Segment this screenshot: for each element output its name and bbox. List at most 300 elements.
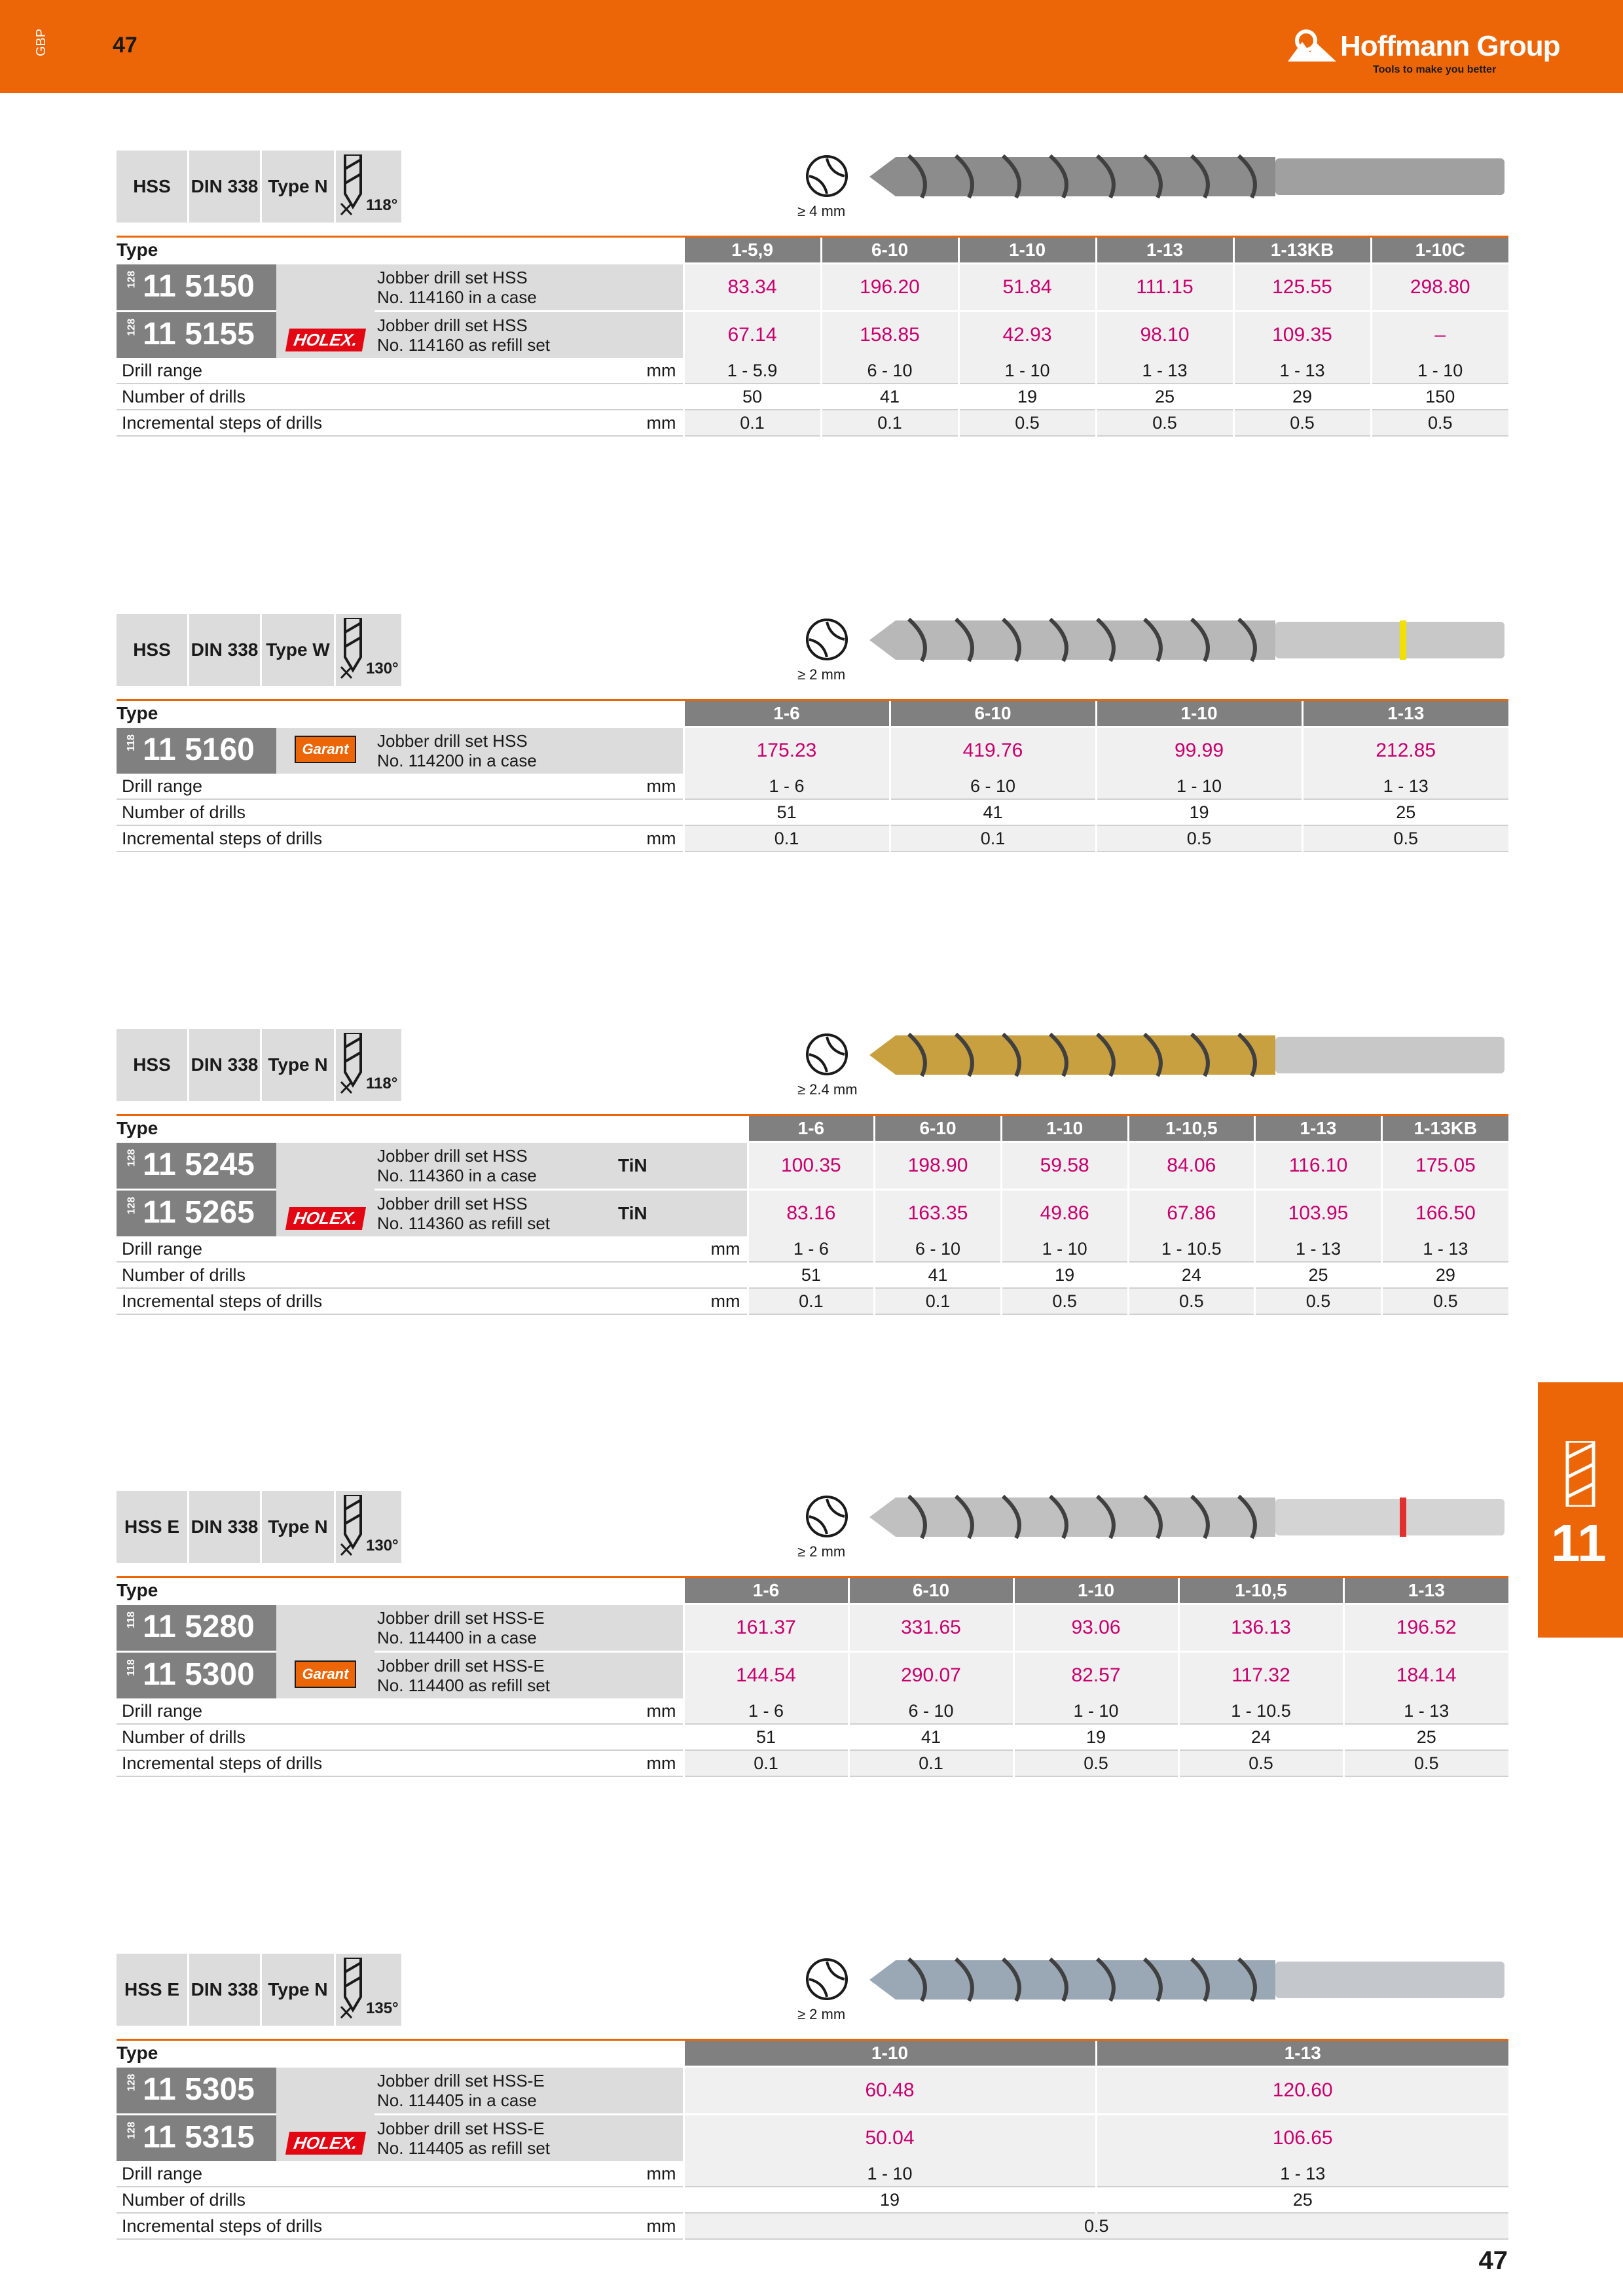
hoffmann-logo [1288, 26, 1563, 79]
cross-section-icon [804, 153, 850, 202]
min-diameter-label: ≥ 2.4 mm [797, 1081, 858, 1098]
spec-value: 0.5 [1001, 1288, 1128, 1314]
spec-value: 25 [1302, 799, 1508, 825]
spec-badges [117, 1954, 401, 2026]
spec-value: 51 [748, 1262, 875, 1288]
point-angle-icon [340, 154, 366, 217]
chapter-number: 11 [1551, 1514, 1607, 1572]
price-cell: 290.07 [848, 1652, 1013, 1699]
article-number-text: 11 5305 [143, 2072, 255, 2107]
article-number[interactable] [117, 1652, 276, 1699]
price-cell: 59.58 [1001, 1142, 1128, 1190]
column-header: 1-6 [748, 1115, 875, 1142]
spec-label: Number of drills [117, 384, 374, 410]
price-cell: 93.06 [1013, 1604, 1178, 1652]
spec-value: 1 - 10 [1096, 774, 1302, 799]
price-cell: 212.85 [1302, 727, 1508, 774]
spec-label: Incremental steps of drills [117, 825, 374, 852]
article-row[interactable] [117, 727, 1508, 774]
brand-logo-cell [276, 1142, 374, 1237]
price-cell: 120.60 [1096, 2067, 1508, 2115]
spec-value: 29 [1233, 384, 1371, 410]
type-header-row [117, 2040, 1508, 2067]
spec-value: 24 [1128, 1262, 1255, 1288]
catalog-page-ref: 128 [126, 1149, 137, 1167]
price-cell: 103.95 [1255, 1190, 1382, 1237]
spec-badge: HSS [117, 614, 187, 686]
cross-section-icon [804, 1031, 850, 1081]
catalog-page-ref: 118 [125, 1611, 137, 1628]
spec-label: Number of drills [117, 799, 374, 825]
article-desc-line2: No. 114160 as refill set [377, 335, 550, 355]
spec-value: 1 - 13 [1255, 1236, 1382, 1262]
spec-value: 0.5 [1343, 1750, 1508, 1776]
spec-badge: HSS E [117, 1954, 187, 2026]
cross-section-icon [804, 1494, 850, 1543]
column-header: 1-13 [1343, 1577, 1508, 1604]
drill-image [869, 1954, 1508, 2009]
column-header: 1-5,9 [684, 237, 821, 264]
article-row[interactable] [117, 1142, 1508, 1190]
spec-row [117, 1262, 1508, 1288]
garant-logo: Garant [295, 736, 357, 763]
drill-image [869, 1491, 1508, 1547]
spec-value: 25 [1255, 1262, 1382, 1288]
spec-value: 0.1 [748, 1288, 875, 1314]
spec-value: 0.5 [1013, 1750, 1178, 1776]
spec-value: 1 - 13 [1096, 358, 1233, 384]
spec-row [117, 358, 1508, 384]
point-angle-label: 118° [366, 196, 398, 214]
spec-unit: mm [374, 1750, 684, 1776]
footer-page-number: 47 [1478, 2246, 1508, 2275]
spec-row [117, 799, 1508, 825]
spec-value: 1 - 10.5 [1128, 1236, 1255, 1262]
point-angle-badge [336, 1954, 401, 2026]
article-number[interactable] [117, 312, 276, 359]
spec-value: 25 [1096, 2187, 1508, 2213]
price-cell: 42.93 [958, 312, 1096, 359]
column-header: 1-10,5 [1128, 1115, 1255, 1142]
column-header: 6-10 [875, 1115, 1002, 1142]
article-description [374, 727, 684, 774]
article-number[interactable] [117, 727, 276, 774]
price-cell: 49.86 [1001, 1190, 1128, 1237]
column-header: 1-6 [684, 1577, 848, 1604]
spec-value: 0.5 [1178, 1750, 1343, 1776]
column-header: 6-10 [821, 237, 958, 264]
spec-badge: DIN 338 [189, 1491, 260, 1563]
price-cell: 116.10 [1255, 1142, 1382, 1190]
spec-label: Number of drills [117, 2187, 374, 2213]
spec-value: 0.5 [1233, 410, 1371, 436]
spec-value: 0.1 [684, 410, 821, 436]
catalog-page-ref: 128 [126, 2073, 137, 2092]
spec-unit [374, 384, 684, 410]
column-header: 1-13 [1096, 237, 1233, 264]
coating-label: TiN [615, 1190, 748, 1237]
spec-unit: mm [374, 1698, 684, 1724]
price-table [117, 1114, 1508, 1315]
column-header: 1-13KB [1233, 237, 1371, 264]
spec-label: Number of drills [117, 1724, 374, 1750]
spec-value: 41 [875, 1262, 1002, 1288]
spec-value: 25 [1343, 1724, 1508, 1750]
column-header: 1-10 [958, 237, 1096, 264]
spec-value: 19 [1001, 1262, 1128, 1288]
price-cell: 50.04 [684, 2115, 1096, 2162]
price-cell: 144.54 [684, 1652, 848, 1699]
catalog-page-ref: 128 [126, 2121, 137, 2140]
article-desc-line2: No. 114400 in a case [377, 1628, 537, 1647]
garant-logo: Garant [295, 1660, 357, 1688]
type-header-row [117, 1115, 1508, 1142]
article-desc-line2: No. 114160 in a case [377, 287, 537, 307]
page-number: 47 [113, 33, 137, 58]
column-header: 1-10,5 [1178, 1577, 1343, 1604]
spec-value: 1 - 13 [1343, 1698, 1508, 1724]
article-description [374, 312, 684, 359]
spec-value: 6 - 10 [875, 1236, 1002, 1262]
article-number[interactable] [117, 264, 276, 312]
spec-value: 1 - 10 [1013, 1698, 1178, 1724]
spec-value: 1 - 13 [1381, 1236, 1508, 1262]
product-section [117, 1029, 1508, 1330]
spec-label: Incremental steps of drills [117, 1750, 374, 1776]
drill-image [869, 151, 1508, 206]
spec-unit: mm [374, 1288, 748, 1314]
spec-value: 150 [1371, 384, 1508, 410]
article-number-text: 11 5245 [143, 1147, 255, 1182]
price-cell: 100.35 [748, 1142, 875, 1190]
price-cell: 331.65 [848, 1604, 1013, 1652]
spec-value: 1 - 10.5 [1178, 1698, 1343, 1724]
article-number[interactable] [117, 1604, 276, 1652]
price-cell: 111.15 [1096, 264, 1233, 312]
price-cell: 158.85 [821, 312, 958, 359]
cross-section-icon [804, 617, 850, 666]
spec-value: 19 [684, 2187, 1096, 2213]
spec-unit: mm [374, 358, 684, 384]
spec-row [117, 825, 1508, 852]
price-table [117, 2039, 1508, 2240]
product-section [117, 1954, 1508, 2255]
spec-value: 1 - 5.9 [684, 358, 821, 384]
catalog-page-ref: 128 [126, 318, 137, 336]
spec-badges [117, 151, 401, 223]
type-label: Type [117, 1577, 684, 1604]
spec-value: 0.1 [821, 410, 958, 436]
article-desc-line2: No. 114405 in a case [377, 2090, 537, 2110]
article-desc-line2: No. 114360 in a case [377, 1166, 537, 1185]
column-header: 1-10 [1096, 700, 1302, 727]
spec-badge: Type N [262, 151, 334, 223]
brand-tagline: Tools to make you better [1373, 64, 1497, 75]
price-cell: 419.76 [890, 727, 1096, 774]
price-cell: 67.86 [1128, 1190, 1255, 1237]
price-cell: 109.35 [1233, 312, 1371, 359]
price-cell: 196.52 [1343, 1604, 1508, 1652]
spec-label: Incremental steps of drills [117, 1288, 374, 1314]
price-cell: 198.90 [875, 1142, 1002, 1190]
article-desc-line1: Jobber drill set HSS-E [377, 2071, 545, 2090]
spec-value: 41 [848, 1724, 1013, 1750]
spec-value: 41 [821, 384, 958, 410]
spec-value: 0.5 [958, 410, 1096, 436]
article-desc-line2: No. 114405 as refill set [377, 2138, 550, 2158]
article-number[interactable] [117, 2115, 276, 2162]
article-description [374, 1142, 615, 1190]
spec-unit: mm [374, 774, 684, 799]
drill-image [869, 1029, 1508, 1085]
spec-label: Drill range [117, 358, 374, 384]
brand-logo-cell [276, 2067, 374, 2162]
drill-image [869, 614, 1508, 670]
holex-logo: HOLEX. [285, 2132, 366, 2155]
spec-badge: Type N [262, 1491, 334, 1563]
spec-value: 0.5 [1371, 410, 1508, 436]
spec-unit: mm [374, 2161, 684, 2187]
price-table [117, 236, 1508, 437]
spec-row [117, 1724, 1508, 1750]
spec-value: 1 - 6 [748, 1236, 875, 1262]
article-number-text: 11 5150 [143, 269, 255, 304]
point-angle-icon [340, 618, 366, 680]
price-cell: 106.65 [1096, 2115, 1508, 2162]
type-label: Type [117, 2040, 684, 2067]
price-table [117, 699, 1508, 852]
min-diameter-label: ≥ 2 mm [797, 1543, 846, 1560]
min-diameter-label: ≥ 4 mm [797, 203, 846, 219]
spec-value: 29 [1381, 1262, 1508, 1288]
spec-value: 1 - 6 [684, 1698, 848, 1724]
spec-row [117, 384, 1508, 410]
product-section [117, 614, 1508, 915]
point-angle-icon [340, 1495, 366, 1557]
spec-badges [117, 1491, 401, 1563]
column-header: 1-13KB [1381, 1115, 1508, 1142]
spec-unit: mm [374, 2213, 684, 2239]
price-cell: 175.23 [684, 727, 890, 774]
spec-value: 1 - 13 [1302, 774, 1508, 799]
holex-logo: HOLEX. [285, 1207, 366, 1230]
article-number[interactable] [117, 1190, 276, 1237]
article-desc-line2: No. 114200 in a case [377, 751, 537, 770]
column-header: 1-10C [1371, 237, 1508, 264]
spec-row [117, 2213, 1508, 2239]
brand-logo-cell [276, 727, 374, 774]
type-label: Type [117, 1115, 748, 1142]
article-row[interactable] [117, 2067, 1508, 2115]
spec-unit [374, 2187, 684, 2213]
brand-logo-cell [276, 264, 374, 359]
cross-section-icon [804, 1956, 850, 2005]
column-header: 1-10 [1013, 1577, 1178, 1604]
spec-row [117, 410, 1508, 436]
price-cell: 67.14 [684, 312, 821, 359]
article-number-text: 11 5280 [143, 1609, 255, 1644]
spec-value: 19 [958, 384, 1096, 410]
spec-value: 24 [1178, 1724, 1343, 1750]
article-description [374, 2067, 684, 2115]
chapter-tab[interactable] [1538, 1382, 1623, 1638]
price-cell: 163.35 [875, 1190, 1002, 1237]
column-header: 1-10 [684, 2040, 1096, 2067]
point-angle-label: 118° [366, 1075, 398, 1092]
drill-icon [1564, 1441, 1597, 1507]
spec-badge: Type W [262, 614, 334, 686]
spec-value: 50 [684, 384, 821, 410]
point-angle-badge [336, 614, 401, 686]
spec-unit [374, 1724, 684, 1750]
type-label: Type [117, 700, 684, 727]
price-cell: 51.84 [958, 264, 1096, 312]
spec-badge: HSS [117, 1029, 187, 1101]
price-cell: 161.37 [684, 1604, 848, 1652]
brand-name: Hoffmann Group [1340, 30, 1560, 62]
point-angle-icon [340, 1958, 366, 2020]
article-row[interactable] [117, 264, 1508, 312]
spec-value: 0.1 [875, 1288, 1002, 1314]
edge-code: GBP [34, 28, 48, 56]
article-number-text: 11 5155 [143, 317, 255, 351]
spec-label: Drill range [117, 1698, 374, 1724]
spec-value: 0.5 [684, 2213, 1508, 2239]
spec-badge: HSS E [117, 1491, 187, 1563]
min-diameter-label: ≥ 2 mm [797, 666, 846, 683]
page-header [0, 0, 1623, 93]
spec-value: 19 [1013, 1724, 1178, 1750]
price-cell: 117.32 [1178, 1652, 1343, 1699]
article-number[interactable] [117, 2067, 276, 2115]
spec-row [117, 774, 1508, 799]
point-angle-badge [336, 1491, 401, 1563]
spec-value: 51 [684, 799, 890, 825]
article-desc-line1: Jobber drill set HSS-E [377, 1656, 545, 1676]
brand-logo-cell [276, 1604, 374, 1699]
product-section [117, 151, 1508, 452]
column-header: 6-10 [890, 700, 1096, 727]
price-table [117, 1576, 1508, 1777]
article-description [374, 1604, 684, 1652]
spec-value: 0.5 [1096, 825, 1302, 852]
spec-value: 6 - 10 [890, 774, 1096, 799]
spec-badge: DIN 338 [189, 614, 260, 686]
spec-label: Drill range [117, 2161, 374, 2187]
article-description [374, 1652, 684, 1699]
point-angle-icon [340, 1033, 366, 1095]
spec-value: 41 [890, 799, 1096, 825]
spec-value: 0.5 [1302, 825, 1508, 852]
article-desc-line2: No. 114360 as refill set [377, 1213, 550, 1233]
spec-unit: mm [374, 410, 684, 436]
price-cell: 166.50 [1381, 1190, 1508, 1237]
spec-value: 1 - 10 [684, 2161, 1096, 2187]
spec-badge: DIN 338 [189, 151, 260, 223]
holex-logo: HOLEX. [285, 329, 366, 351]
article-number-text: 11 5300 [143, 1657, 255, 1692]
spec-value: 1 - 10 [958, 358, 1096, 384]
article-row[interactable] [117, 1604, 1508, 1652]
spec-row [117, 1750, 1508, 1776]
spec-row [117, 2187, 1508, 2213]
spec-unit: mm [374, 825, 684, 852]
article-desc-line1: Jobber drill set HSS [377, 731, 528, 751]
spec-value: 0.5 [1128, 1288, 1255, 1314]
spec-value: 1 - 10 [1371, 358, 1508, 384]
article-desc-line1: Jobber drill set HSS [377, 1146, 528, 1166]
article-description [374, 1190, 615, 1237]
point-angle-label: 130° [366, 1537, 399, 1554]
hoffmann-logo-icon [1288, 29, 1336, 63]
spec-value: 51 [684, 1724, 848, 1750]
spec-value: 0.1 [684, 1750, 848, 1776]
price-cell: – [1371, 312, 1508, 359]
spec-value: 1 - 6 [684, 774, 890, 799]
spec-value: 1 - 13 [1096, 2161, 1508, 2187]
catalog-page-ref: 128 [126, 1196, 137, 1215]
price-cell: 83.16 [748, 1190, 875, 1237]
spec-row [117, 1288, 1508, 1314]
price-cell: 196.20 [821, 264, 958, 312]
column-header: 1-13 [1255, 1115, 1382, 1142]
price-cell: 82.57 [1013, 1652, 1178, 1699]
article-description [374, 2115, 684, 2162]
price-cell: 125.55 [1233, 264, 1371, 312]
article-desc-line1: Jobber drill set HSS [377, 268, 528, 287]
type-header-row [117, 700, 1508, 727]
article-number-text: 11 5315 [143, 2120, 255, 2155]
spec-badge: DIN 338 [189, 1954, 260, 2026]
type-header-row [117, 1577, 1508, 1604]
point-angle-badge [336, 1029, 401, 1101]
spec-label: Drill range [117, 774, 374, 799]
catalog-page-ref: 118 [125, 1659, 137, 1676]
column-header: 1-13 [1302, 700, 1508, 727]
spec-value: 0.5 [1096, 410, 1233, 436]
column-header: 6-10 [848, 1577, 1013, 1604]
spec-label: Incremental steps of drills [117, 410, 374, 436]
spec-value: 6 - 10 [848, 1698, 1013, 1724]
spec-badge: DIN 338 [189, 1029, 260, 1101]
spec-row [117, 1236, 1508, 1262]
price-cell: 175.05 [1381, 1142, 1508, 1190]
article-desc-line1: Jobber drill set HSS [377, 315, 528, 335]
spec-badge: Type N [262, 1954, 334, 2026]
article-number[interactable] [117, 1142, 276, 1190]
product-section [117, 1491, 1508, 1792]
price-cell: 60.48 [684, 2067, 1096, 2115]
point-angle-badge [336, 151, 401, 223]
price-cell: 136.13 [1178, 1604, 1343, 1652]
spec-unit [374, 799, 684, 825]
price-cell: 99.99 [1096, 727, 1302, 774]
spec-value: 1 - 13 [1233, 358, 1371, 384]
price-cell: 84.06 [1128, 1142, 1255, 1190]
price-cell: 98.10 [1096, 312, 1233, 359]
spec-value: 0.5 [1255, 1288, 1382, 1314]
spec-value: 6 - 10 [821, 358, 958, 384]
point-angle-label: 135° [366, 2000, 399, 2017]
type-label: Type [117, 237, 684, 264]
article-description [374, 264, 684, 312]
spec-row [117, 1698, 1508, 1724]
spec-unit: mm [374, 1236, 748, 1262]
spec-value: 0.1 [684, 825, 890, 852]
spec-value: 19 [1096, 799, 1302, 825]
catalog-page-ref: 128 [126, 270, 137, 289]
coating-label: TiN [615, 1142, 748, 1190]
